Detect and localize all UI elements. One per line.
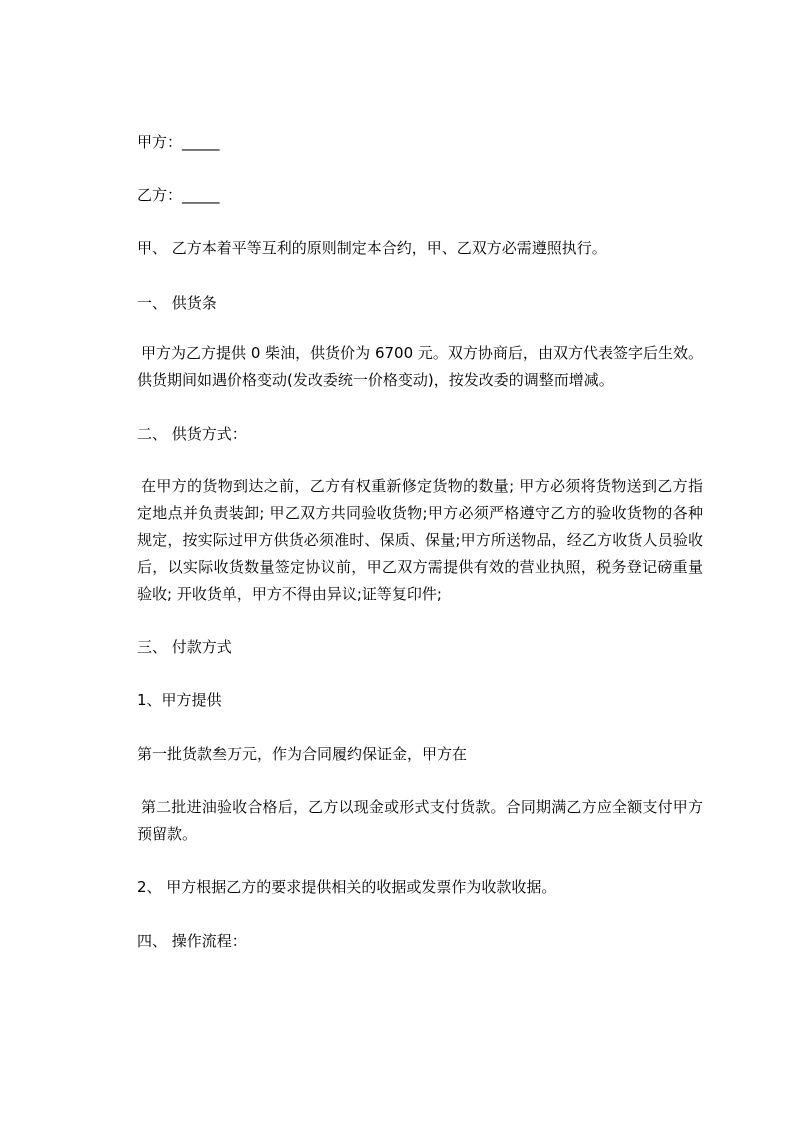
- preamble: 甲、 乙方本着平等互利的原则制定本合约，甲、乙双方必需遵照执行。: [137, 239, 607, 257]
- section1-title: 一、 供货条: [137, 294, 217, 312]
- section2-title: 二、 供货方式：: [137, 425, 247, 443]
- second-payment: 第二批进油验收合格后，乙方以现金或形式支付货款。合同期满乙方应全额支付甲方预留款。: [137, 798, 703, 843]
- section4-title: 四、 操作流程：: [137, 932, 247, 950]
- payment-item-2: 2、 甲方根据乙方的要求提供相关的收据或发票作为收款收据。: [137, 878, 557, 896]
- first-payment: 第一批货款叁万元，作为合同履约保证金，甲方在: [137, 745, 468, 763]
- payment-item-1: 1、甲方提供: [137, 691, 222, 709]
- party-b-line: 乙方：_____: [137, 186, 220, 204]
- section3-title: 三、 付款方式: [137, 638, 232, 656]
- section1-body: 甲方为乙方提供 0 柴油，供货价为 6700 元。双方协商后，由双方代表签字后生效。供货期间如遇价格变动(发改委统一价格变动)，按发改委的调整而增减。: [137, 344, 703, 389]
- section2-body: 在甲方的货物到达之前，乙方有权重新修定货物的数量; 甲方必须将货物送到乙方指定地点并负责装卸; 甲乙双方共同验收货物;甲方必须严格遵守乙方的验收货物的各种规定，按实际过甲方供货必须准时、保质、保量;甲方所送物品，经乙方收货人员验收后，以实际收货数量签定协议前，甲乙双方需提供有效的营业执照，税务登记磅重量验收; 开收货单，甲方不得由异议;证等复印件;: [137, 477, 703, 603]
- party-a-line: 甲方：_____: [137, 133, 220, 151]
